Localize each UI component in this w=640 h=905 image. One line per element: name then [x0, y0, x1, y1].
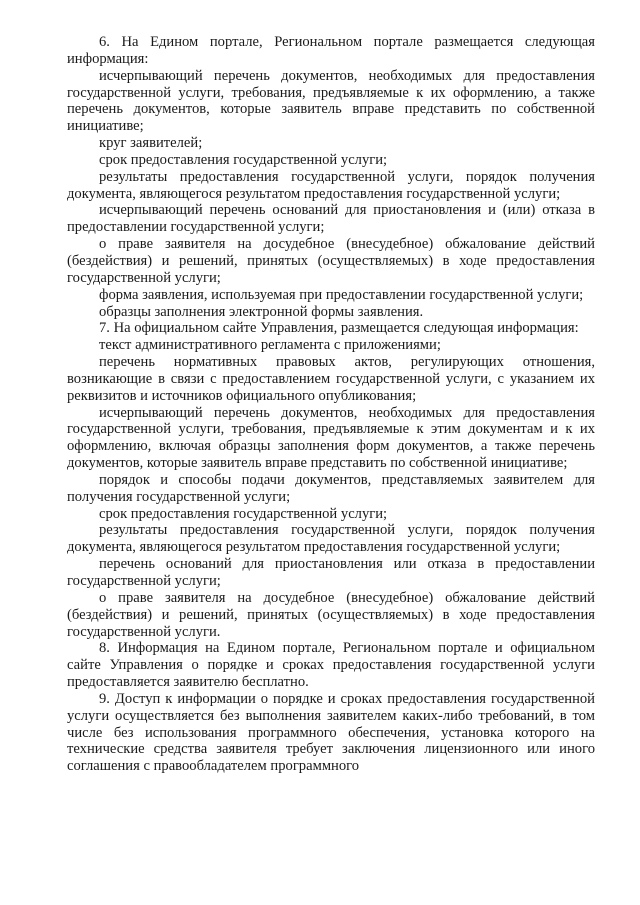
list-item: порядок и способы подачи документов, представляемых заявителем для получения государственной услуги; — [67, 471, 595, 505]
list-item: перечень оснований для приостановления или отказа в предоставлении государственной услуги; — [67, 556, 595, 589]
list-item: исчерпывающий перечень документов, необходимых для предоставления государственной услуги, требования, предъявляемые к этим документам и к их оформлению, включая образцы заполнения форм документов, а также перечень документов, которые заявитель вправе представить по собственной инициативе; — [67, 404, 595, 472]
document-page — [67, 34, 595, 775]
list-item: круг заявителей; — [99, 135, 203, 152]
list-item: срок предоставления государственной услуги; — [99, 505, 388, 522]
list-item: исчерпывающий перечень документов, необходимых для предоставления государственной услуги, требования, предъявляемые к их оформлению, а также перечень документов, которые заявитель вправе представить по собственной инициативе; — [67, 67, 595, 135]
paragraph-8: 8. Информация на Едином портале, Региональном портале и официальном сайте Управления о порядке и сроках предоставления государственной услуги предоставляется заявителю бесплатно. — [67, 640, 595, 691]
list-item: результаты предоставления государственной услуги, порядок получения документа, являющегося результатом предоставления государственной услуги; — [67, 522, 595, 556]
list-item: срок предоставления государственной услуги; — [99, 151, 388, 168]
list-item: о праве заявителя на досудебное (внесудебное) обжалование действий (бездействия) и решений, принятых (осуществляемых) в ходе предоставления государственной услуги. — [67, 589, 595, 640]
paragraph-6-heading: 6. На Едином портале, Региональном портале размещается следующая информация: — [67, 34, 595, 67]
list-item: текст административного регламента с приложениями; — [99, 337, 441, 354]
list-item: результаты предоставления государственной услуги, порядок получения документа, являющегося результатом предоставления государственной услуги; — [67, 168, 595, 202]
list-item: образцы заполнения электронной формы заявления. — [99, 303, 424, 320]
list-item: перечень нормативных правовых актов, регулирующих отношения, возникающие в связи с предоставлением государственной услуги, с указанием их реквизитов и источников официального опубликования; — [67, 354, 595, 404]
paragraph-7-heading: 7. На официальном сайте Управления, размещается следующая информация: — [99, 320, 579, 337]
list-item: о праве заявителя на досудебное (внесудебное) обжалование действий (бездействия) и решений, принятых (осуществляемых) в ходе предоставления государственной услуги; — [67, 236, 595, 286]
list-item: форма заявления, используемая при предоставлении государственной услуги; — [99, 286, 584, 303]
paragraph-9: 9. Доступ к информации о порядке и сроках предоставления государственной услуги осуществляется без выполнения заявителем каких-либо требований, в том числе без использования программного обеспечения, установка которого на технические средства заявителя требует заключения лицензионного или иного соглашения с правообладателем программного — [67, 690, 595, 775]
list-item: исчерпывающий перечень оснований для приостановления и (или) отказа в предоставлении государственной услуги; — [67, 202, 595, 236]
